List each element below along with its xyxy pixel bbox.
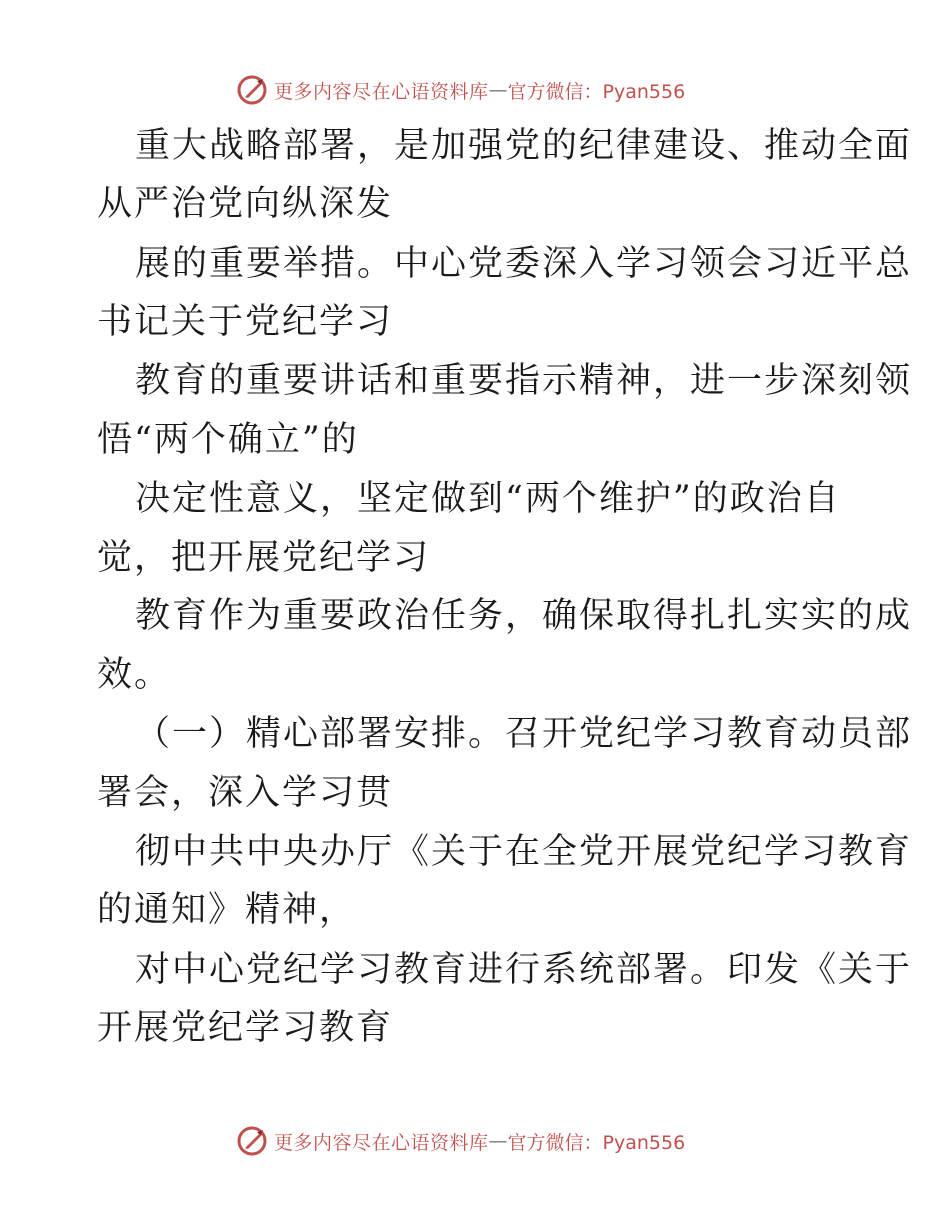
- body-line: 彻中共中央办厅《关于在全党开展党纪学习教育: [135, 832, 913, 872]
- body-line: 的通知》精神，: [97, 890, 357, 930]
- body-line: 教育的重要讲话和重要指示精神，进一步深刻领: [135, 361, 913, 401]
- quill-logo-icon: [236, 1125, 268, 1157]
- watermark-separator: —: [488, 79, 508, 101]
- watermark-footer: [236, 1124, 685, 1158]
- body-line: 教育作为重要政治任务，确保取得扎扎实实的成: [135, 596, 913, 636]
- body-line: 展的重要举措。中心党委深入学习领会习近平总: [135, 244, 913, 284]
- body-line: 觉，把开展党纪学习: [97, 538, 431, 578]
- watermark-header: [236, 73, 685, 107]
- watermark-wechat: 官方微信：Pyan556: [507, 80, 686, 103]
- body-line: 对中心党纪学习教育进行系统部署。印发《关于: [135, 950, 913, 990]
- body-line: 重大战略部署，是加强党的纪律建设、推动全面: [135, 126, 913, 166]
- watermark-wechat: 官方微信：Pyan556: [507, 1131, 686, 1154]
- watermark-text: 更多内容尽在心语资料库: [274, 1131, 489, 1154]
- body-line: 开展党纪学习教育: [97, 1008, 394, 1048]
- body-line: （一）精心部署安排。召开党纪学习教育动员部: [135, 714, 913, 754]
- body-line: 书记关于党纪学习: [97, 302, 394, 342]
- body-line: 从严治党向纵深发: [97, 184, 394, 224]
- watermark-text: 更多内容尽在心语资料库: [274, 80, 489, 103]
- body-line: 悟“两个确立”的: [97, 420, 359, 460]
- body-line: 效。: [97, 655, 172, 695]
- body-line: 决定性意义，坚定做到“两个维护”的政治自: [135, 479, 841, 519]
- watermark-separator: —: [488, 1130, 508, 1152]
- quill-logo-icon: [236, 74, 268, 106]
- body-line: 署会，深入学习贯: [97, 773, 394, 813]
